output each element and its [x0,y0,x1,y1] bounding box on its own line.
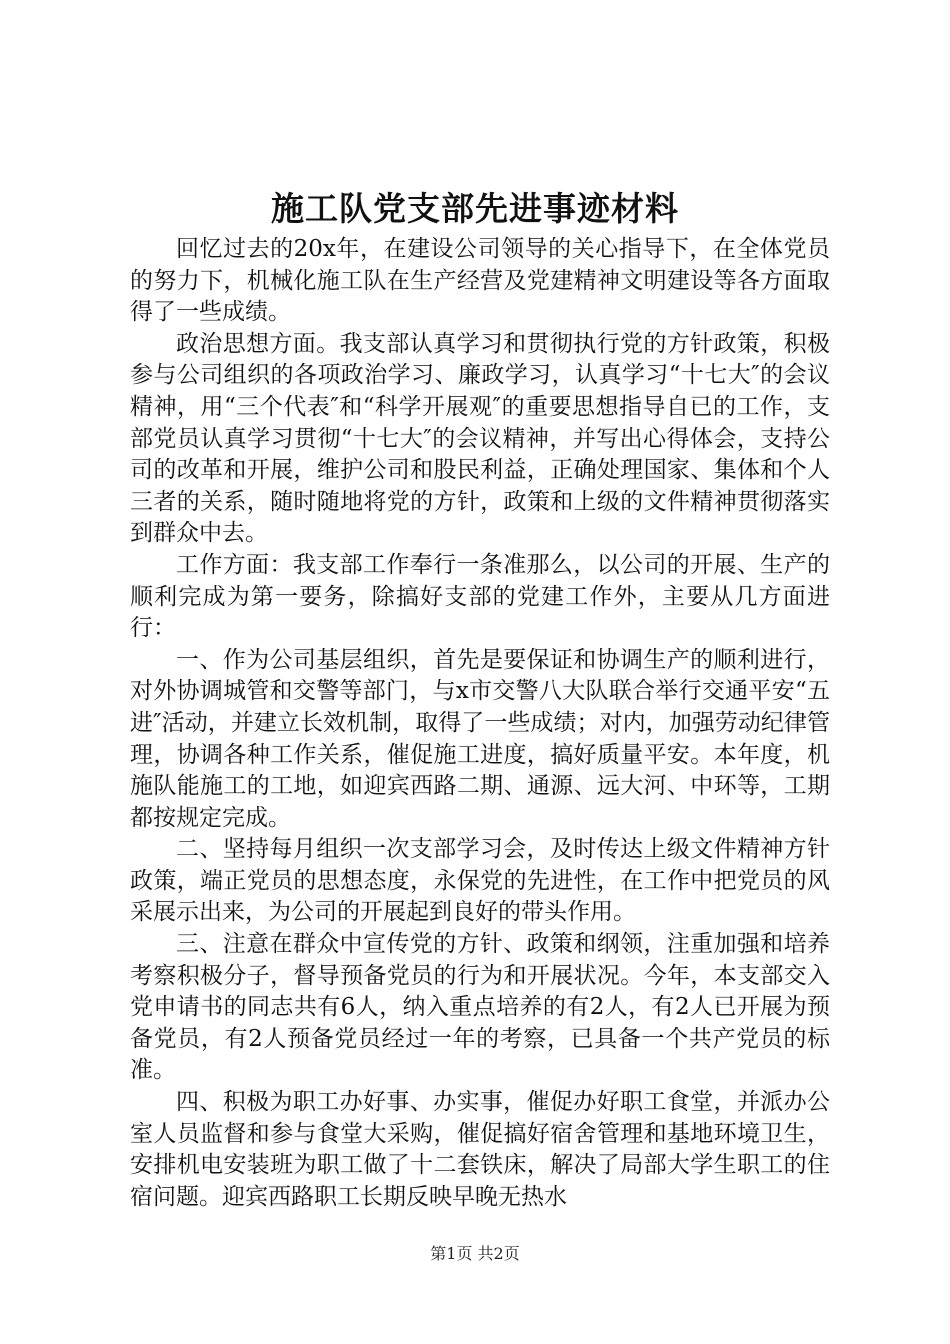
document-body [130,234,830,1213]
paragraph-item-4: 四、积极为职工办好事、办实事，催促办好职工食堂，并派办公室人员监督和参与食堂大采购，催促搞好宿舍管理和基地环境卫生，安排机电安装班为职工做了十二套铁床，解决了局部大学生职工的住宿问题。迎宾西路职工长期反映早晚无热水 [130,1089,830,1210]
paragraph-item-1: 一、作为公司基层组织，首先是要保证和协调生产的顺利进行，对外协调城管和交警等部门，与x市交警八大队联合举行交通平安“五进″活动，并建立长效机制，取得了一些成绩；对内，加强劳动纪律管理，协调各种工作关系，催促施工进度，搞好质量平安。本年度，机施队能施工的工地，如迎宾西路二期、通源、远大河、中环等，工期都按规定完成。 [130,646,830,831]
paragraph-item-2: 二、坚持每月组织一次支部学习会，及时传达上级文件精神方针政策，端正党员的思想态度，永保党的先进性，在工作中把党员的风采展示出来，为公司的开展起到良好的带头作用。 [130,836,830,926]
paragraph-intro: 回忆过去的20x年，在建设公司领导的关心指导下，在全体党员的努力下，机械化施工队在生产经营及党建精神文明建设等各方面取得了一些成绩。 [130,236,830,326]
paragraph-work: 工作方面：我支部工作奉行一条准那么，以公司的开展、生产的顺利完成为第一要务，除搞好支部的党建工作外，主要从几方面进行： [130,551,830,642]
page-number-footer: 第1页 共2页 [430,1244,520,1263]
document-title: 施工队党支部先进事迹材料 [271,189,679,228]
paragraph-item-3: 三、注意在群众中宣传党的方针、政策和纲领，注重加强和培养考察积极分子，督导预备党员的行为和开展状况。今年，本支部交入党申请书的同志共有6人，纳入重点培养的有2人，有2人已开展为预备党员，有2人预备党员经过一年的考察，已具备一个共产党员的标准。 [130,931,830,1084]
paragraph-political: 政治思想方面。我支部认真学习和贯彻执行党的方针政策，积极参与公司组织的各项政治学习、廉政学习，认真学习“十七大″的会议精神，用“三个代表″和“科学开展观″的重要思想指导自已的工作，支部党员认真学习贯彻“十七大″的会议精神，并写出心得体会，支持公司的改革和开展，维护公司和股民利益，正确处理国家、集体和个人三者的关系，随时随地将党的方针，政策和上级的文件精神贯彻落实到群众中去。 [130,330,830,547]
